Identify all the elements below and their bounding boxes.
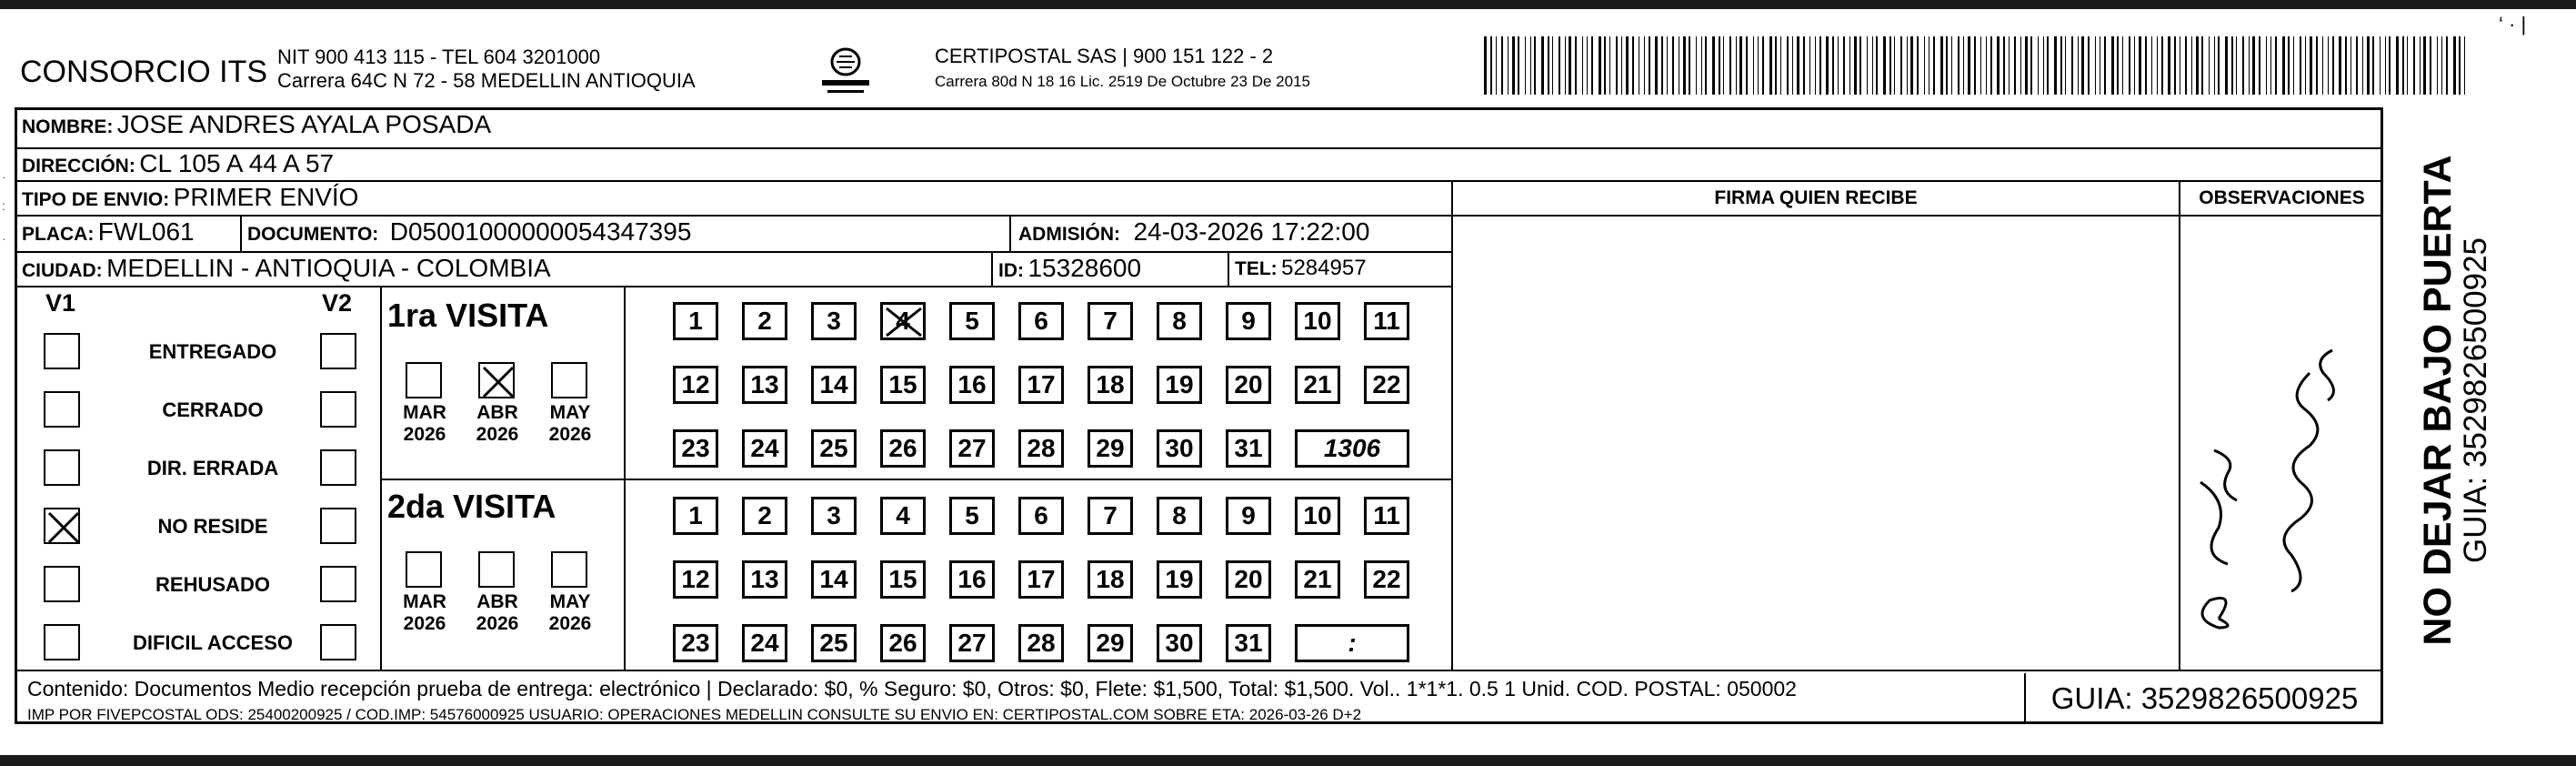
day-box[interactable]: 9 <box>1226 497 1271 535</box>
month-label <box>466 591 529 635</box>
status-label: DIR. ERRADA <box>146 457 279 479</box>
id-divider <box>991 251 993 286</box>
firma-header-underline <box>1451 215 2179 217</box>
day-box[interactable]: 26 <box>880 624 926 662</box>
day-box[interactable]: 3 <box>811 302 857 340</box>
day-box[interactable]: 1 <box>673 302 718 340</box>
status-label: CERRADO <box>162 398 264 421</box>
month-year: 2026 <box>548 424 592 445</box>
day-box[interactable]: 13 <box>742 366 787 404</box>
day-box[interactable]: 17 <box>1018 366 1064 404</box>
day-box[interactable]: 8 <box>1157 497 1202 535</box>
obs-header-underline <box>2179 215 2383 217</box>
placa-divider <box>240 215 242 251</box>
placa-field <box>22 217 195 247</box>
margin-mark: : <box>2 198 5 213</box>
day-box[interactable]: 15 <box>880 366 926 404</box>
tel-field <box>1235 256 1367 281</box>
direccion-value: CL 105 A 44 A 57 <box>139 149 335 177</box>
day-box[interactable]: 31 <box>1226 624 1271 662</box>
month-year: 2026 <box>548 613 592 634</box>
month-name: MAY <box>549 591 591 612</box>
v1-checkbox[interactable] <box>44 333 80 369</box>
visit2-title: 2da VISITA <box>387 488 556 525</box>
day-box[interactable]: 3 <box>811 497 857 535</box>
month-label <box>393 591 456 635</box>
day-box[interactable]: 19 <box>1157 366 1202 404</box>
month-checkbox[interactable] <box>406 362 442 398</box>
documento-field <box>247 217 691 247</box>
day-box[interactable]: 27 <box>949 429 995 468</box>
tipo-envio-value: PRIMER ENVÍO <box>173 183 359 211</box>
admision-value: 24-03-2026 17:22:00 <box>1133 217 1370 246</box>
day-box[interactable]: 26 <box>880 429 926 468</box>
row-divider <box>15 670 2383 671</box>
certipostal-logo-icon <box>809 40 882 98</box>
day-box[interactable]: 29 <box>1088 429 1133 468</box>
month-year: 2026 <box>403 613 446 634</box>
tel-divider <box>1228 251 1229 286</box>
time-box[interactable]: : <box>1295 624 1409 662</box>
day-box[interactable]: 30 <box>1157 624 1202 662</box>
month-label <box>393 402 456 446</box>
month-checkbox[interactable] <box>478 362 515 398</box>
month-checkbox[interactable] <box>551 551 587 588</box>
day-box[interactable]: 2 <box>742 497 787 535</box>
id-field <box>998 254 1141 283</box>
day-box[interactable]: 24 <box>742 624 787 662</box>
day-box[interactable]: 27 <box>949 624 995 662</box>
day-box[interactable]: 20 <box>1226 560 1271 599</box>
day-box[interactable]: 11 <box>1364 302 1409 340</box>
v2-checkbox[interactable] <box>320 449 356 486</box>
top-band <box>0 0 2576 9</box>
tipo-envio-field <box>22 183 358 212</box>
time-box[interactable]: 1306 <box>1295 429 1409 468</box>
v1-checkbox[interactable] <box>44 566 80 602</box>
documento-label: DOCUMENTO: <box>247 224 379 245</box>
visit-divider <box>624 286 626 670</box>
day-box[interactable]: 15 <box>880 560 926 599</box>
row-divider <box>15 180 2383 182</box>
ciudad-value: MEDELLIN - ANTIOQUIA - COLOMBIA <box>106 254 551 282</box>
day-box[interactable]: 14 <box>811 560 857 599</box>
documento-value: D05001000000054347395 <box>389 217 692 246</box>
status-label: DIFICIL ACCESO <box>132 631 293 654</box>
direccion-field <box>22 149 334 178</box>
ciudad-field <box>22 254 551 283</box>
visit1-title: 1ra VISITA <box>387 297 549 334</box>
tipo-envio-label: TIPO DE ENVIO: <box>22 189 170 210</box>
margin-mark: · <box>2 231 6 246</box>
placa-label: PLACA: <box>22 224 95 245</box>
day-box[interactable]: 30 <box>1157 429 1202 468</box>
month-checkbox[interactable] <box>406 551 442 588</box>
day-box[interactable]: 31 <box>1226 429 1271 468</box>
nombre-value: JOSE ANDRES AYALA POSADA <box>116 110 492 138</box>
margin-mark: · <box>2 169 6 184</box>
company-info <box>277 45 696 93</box>
ciudad-label: CIUDAD: <box>22 260 103 281</box>
day-box[interactable]: 18 <box>1088 366 1133 404</box>
status-label: NO RESIDE <box>157 515 268 538</box>
admision-divider <box>1009 215 1011 251</box>
corner-mark: ‘ · | <box>2499 13 2527 35</box>
v2-checkbox[interactable] <box>320 566 356 602</box>
day-box[interactable]: 5 <box>949 497 995 535</box>
day-box[interactable]: 10 <box>1295 497 1340 535</box>
day-box[interactable]: 8 <box>1157 302 1202 340</box>
day-box[interactable]: 23 <box>673 624 718 662</box>
row-divider <box>15 147 2383 149</box>
handwritten-observation <box>2182 291 2382 655</box>
month-name: ABR <box>476 591 518 612</box>
day-box[interactable]: 7 <box>1088 497 1133 535</box>
certi-line-2: Carrera 80d N 18 16 Lic. 2519 De Octubre 23 De 2015 <box>935 73 1310 90</box>
day-box[interactable]: 7 <box>1088 302 1133 340</box>
certipostal-info <box>935 44 1310 95</box>
v1-checkbox[interactable] <box>44 449 80 486</box>
tel-label: TEL: <box>1235 258 1278 279</box>
nombre-field <box>22 110 491 139</box>
month-name: MAY <box>549 402 591 423</box>
month-name: ABR <box>476 402 518 423</box>
id-value: 15328600 <box>1027 254 1142 282</box>
nombre-label: NOMBRE: <box>22 116 114 137</box>
id-label: ID: <box>998 260 1024 281</box>
firma-header: FIRMA QUIEN RECIBE <box>1714 187 1918 208</box>
day-box[interactable]: 23 <box>673 429 718 468</box>
day-box[interactable]: 21 <box>1295 366 1340 404</box>
day-box[interactable]: 22 <box>1364 560 1409 599</box>
vertical-no-dejar: NO DEJAR BAJO PUERTA <box>2416 155 2460 646</box>
day-box[interactable]: 9 <box>1226 302 1271 340</box>
vertical-warning <box>2417 155 2493 645</box>
v1-checkbox[interactable] <box>44 508 80 544</box>
v2-checkbox[interactable] <box>320 624 356 660</box>
row-divider <box>15 251 1451 253</box>
status-divider <box>380 286 382 670</box>
admision-field <box>1018 217 1369 247</box>
month-name: MAR <box>403 402 446 423</box>
v1-checkbox[interactable] <box>44 624 80 660</box>
observaciones-header: OBSERVACIONES <box>2199 187 2365 208</box>
month-checkbox[interactable] <box>478 551 515 588</box>
day-box[interactable]: 12 <box>673 366 718 404</box>
day-box[interactable]: 19 <box>1157 560 1202 599</box>
v2-header: V2 <box>322 289 353 317</box>
day-box[interactable]: 22 <box>1364 366 1409 404</box>
v2-checkbox[interactable] <box>320 508 356 544</box>
company-name: CONSORCIO ITS <box>20 55 268 89</box>
day-box[interactable]: 11 <box>1364 497 1409 535</box>
firma-left-divider <box>1451 180 1453 670</box>
day-box[interactable]: 17 <box>1018 560 1064 599</box>
day-box[interactable]: 4 <box>880 497 926 535</box>
month-checkbox[interactable] <box>551 362 587 398</box>
day-box[interactable]: 4 <box>880 302 926 340</box>
placa-value: FWL061 <box>97 217 195 246</box>
guia-number: GUIA: 3529826500925 <box>2024 673 2383 724</box>
day-box[interactable]: 28 <box>1018 624 1064 662</box>
day-box[interactable]: 12 <box>673 560 718 599</box>
status-label: REHUSADO <box>155 573 270 596</box>
footer-imp: IMP POR FIVEPCOSTAL ODS: 25400200925 / COD.IMP: 54576000925 USUARIO: OPERACIONES MEDELLIN CONSULTE SU ENVIO EN: CERTIPOSTAL.COM SOBRE ETA: 2026-03-26 D+2 <box>27 706 1362 723</box>
v2-checkbox[interactable] <box>320 333 356 369</box>
v1-header: V1 <box>45 289 76 317</box>
month-year: 2026 <box>476 424 519 445</box>
v2-checkbox[interactable] <box>320 391 356 428</box>
month-year: 2026 <box>403 424 446 445</box>
day-box[interactable]: 25 <box>811 624 857 662</box>
month-year: 2026 <box>476 613 519 634</box>
day-box[interactable]: 14 <box>811 366 857 404</box>
day-box[interactable]: 2 <box>742 302 787 340</box>
month-label <box>466 402 529 446</box>
day-box[interactable]: 6 <box>1018 497 1064 535</box>
day-box[interactable]: 16 <box>949 560 995 599</box>
footer-contenido: Contenido: Documentos Medio recepción prueba de entrega: electrónico | Declarado: $0, % Seguro: $0, Otros: $0, Flete: $1,500, Total: $1,500. Vol.. 1*1*1. 0.5 1 Unid. COD. POSTAL: 050002 <box>27 677 1797 700</box>
vertical-guia: GUIA: 3529826500925 <box>2458 237 2493 564</box>
month-name: MAR <box>403 591 446 612</box>
day-box[interactable]: 16 <box>949 366 995 404</box>
visit-row-divider <box>380 479 1451 480</box>
day-box[interactable]: 5 <box>949 302 995 340</box>
address-line: Carrera 64C N 72 - 58 MEDELLIN ANTIOQUIA <box>277 69 696 92</box>
day-box[interactable]: 25 <box>811 429 857 468</box>
day-box[interactable]: 10 <box>1295 302 1340 340</box>
day-box[interactable]: 1 <box>673 497 718 535</box>
day-box[interactable]: 24 <box>742 429 787 468</box>
day-box[interactable]: 6 <box>1018 302 1064 340</box>
day-box[interactable]: 29 <box>1088 624 1133 662</box>
day-box[interactable]: 18 <box>1088 560 1133 599</box>
tel-value: 5284957 <box>1281 256 1367 280</box>
day-box[interactable]: 21 <box>1295 560 1340 599</box>
admision-label: ADMISIÓN: <box>1018 224 1120 245</box>
day-box[interactable]: 20 <box>1226 366 1271 404</box>
nit-line: NIT 900 413 115 - TEL 604 3201000 <box>277 45 601 68</box>
certi-line-1: CERTIPOSTAL SAS | 900 151 122 - 2 <box>935 45 1274 67</box>
day-box[interactable]: 13 <box>742 560 787 599</box>
day-box[interactable]: 28 <box>1018 429 1064 468</box>
month-label <box>538 402 602 446</box>
bottom-band <box>0 755 2576 766</box>
direccion-label: DIRECCIÓN: <box>22 156 135 176</box>
v1-checkbox[interactable] <box>44 391 80 428</box>
obs-left-divider <box>2179 180 2180 670</box>
month-label <box>538 591 602 635</box>
status-label: ENTREGADO <box>148 340 277 363</box>
barcode <box>1484 36 2471 95</box>
row-divider <box>15 286 1451 287</box>
